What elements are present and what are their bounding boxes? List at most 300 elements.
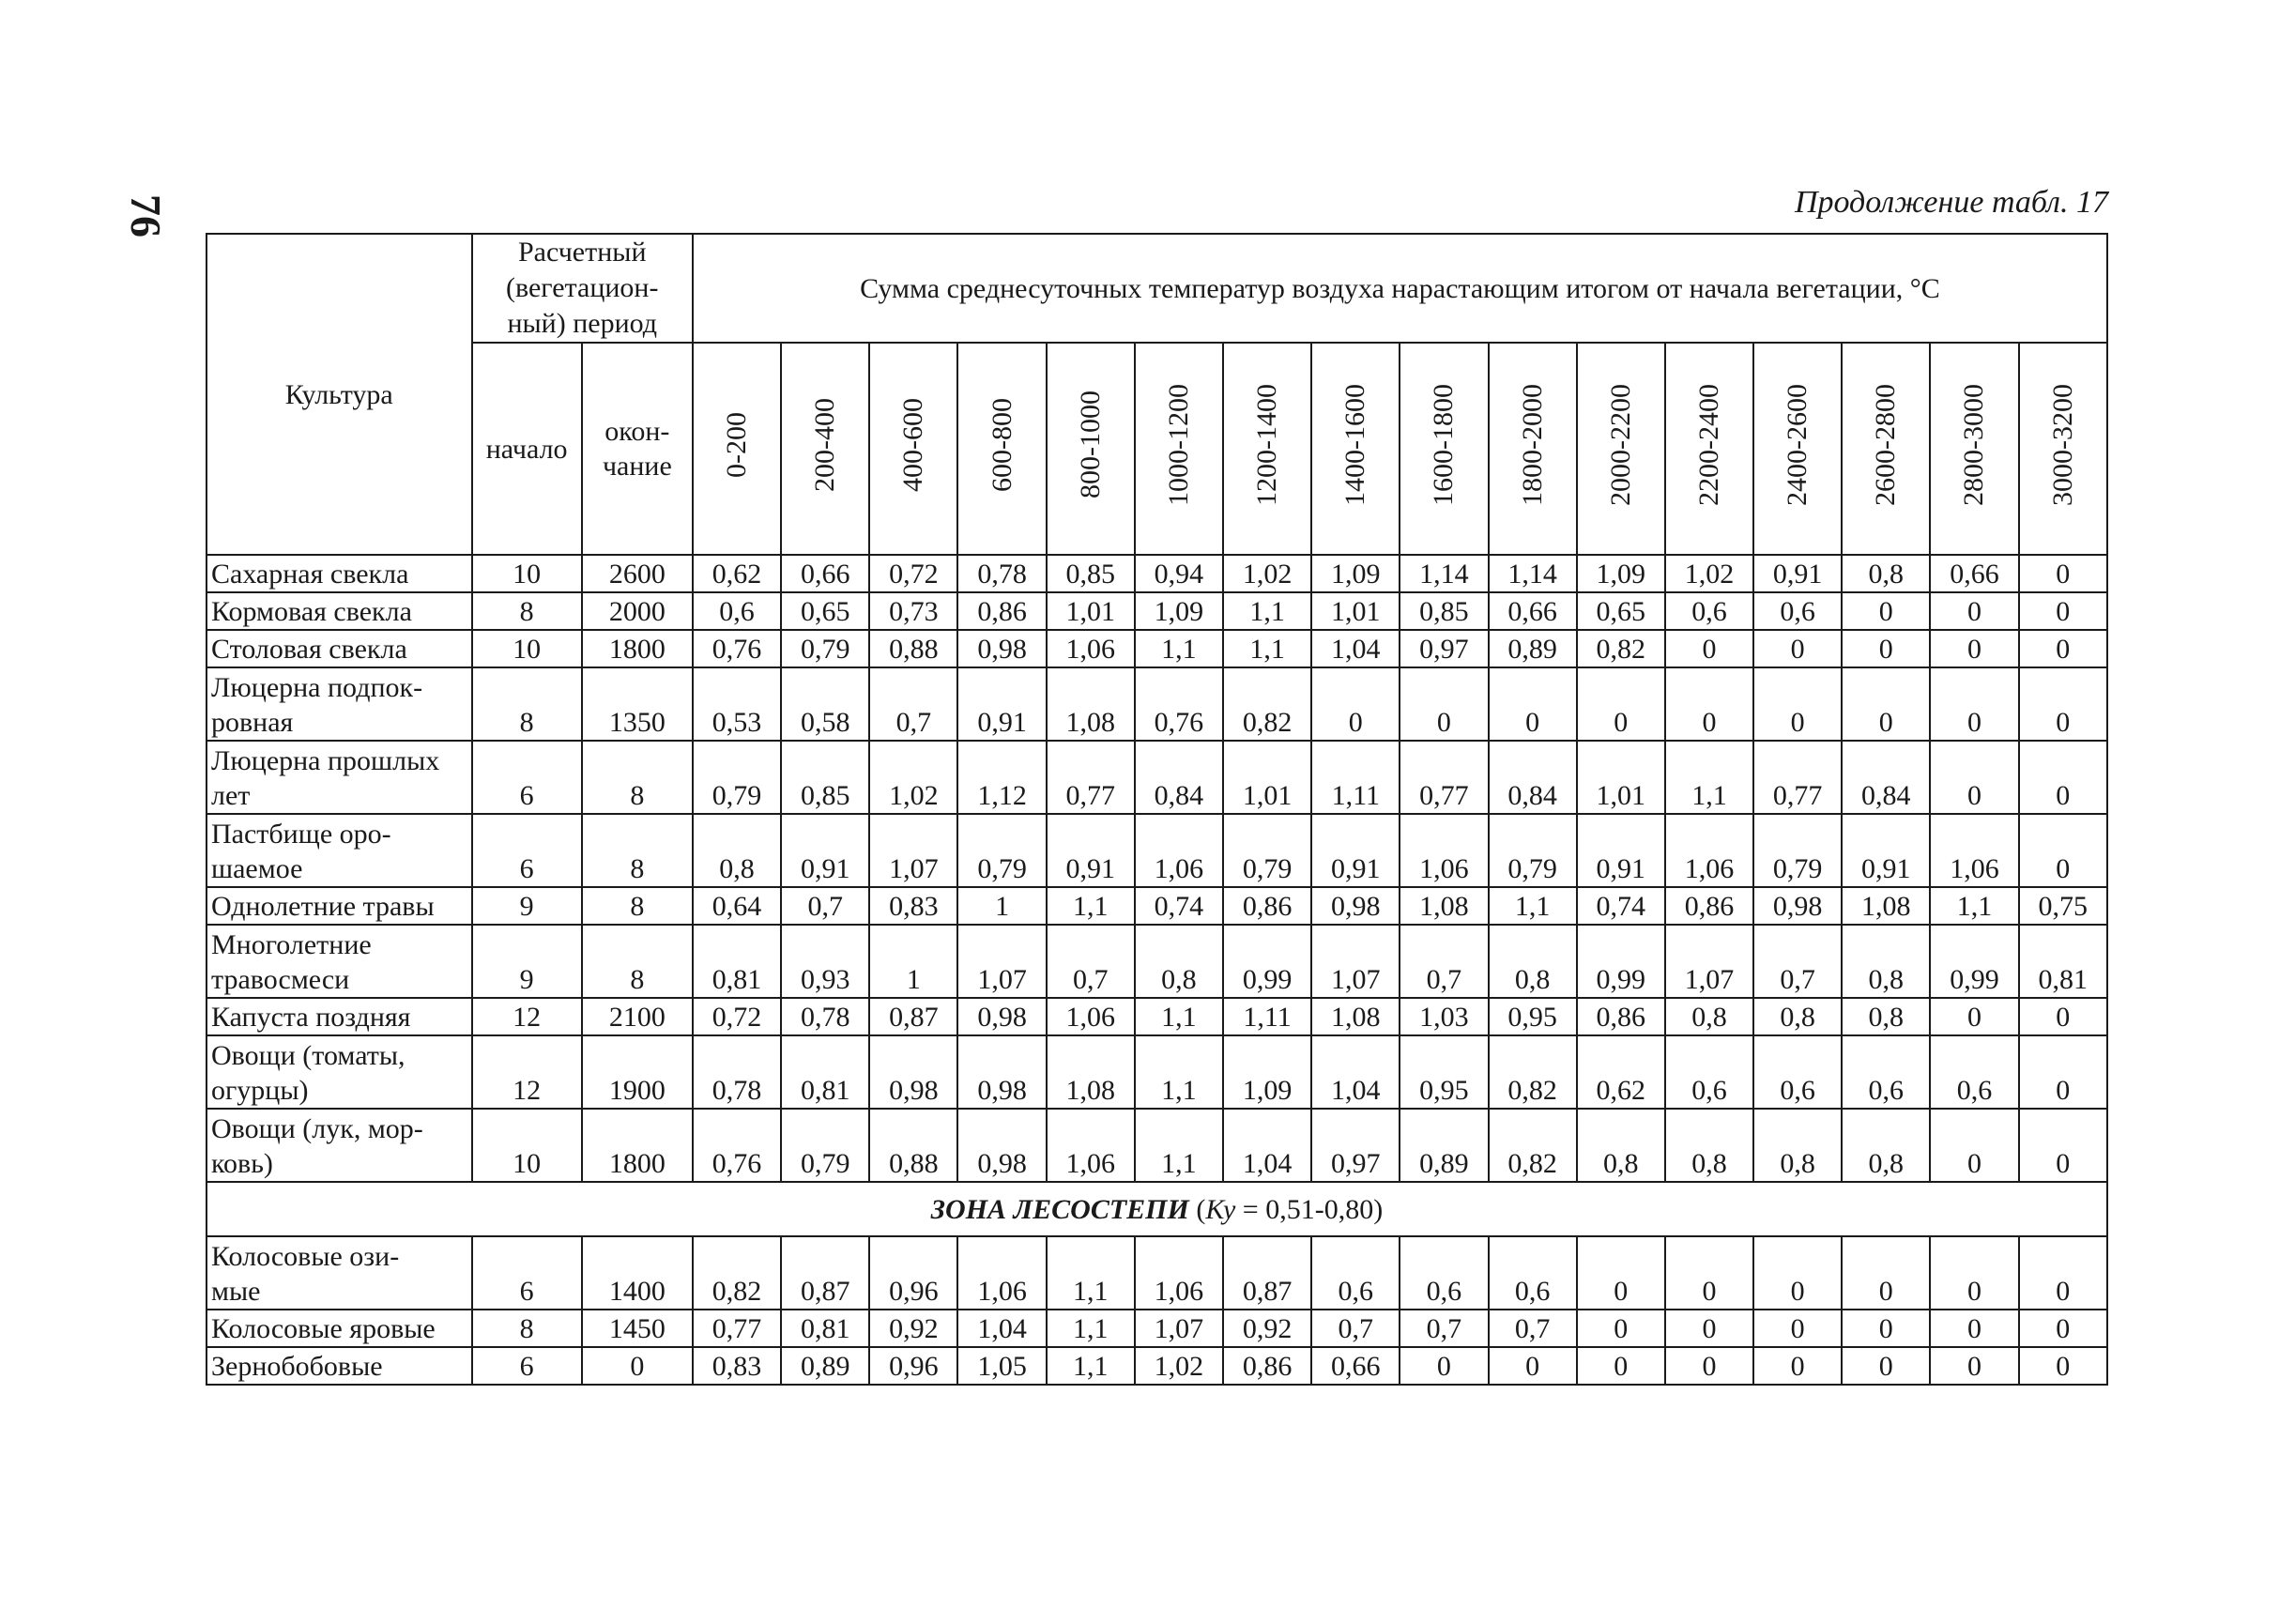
coefficient-cell: 1,07	[1665, 925, 1753, 998]
crop-name: Сахарная свекла	[207, 555, 472, 592]
crop-name: Капуста поздняя	[207, 998, 472, 1035]
coefficient-cell: 1,1	[1489, 887, 1577, 925]
coefficient-cell: 0	[1577, 1310, 1665, 1347]
coefficient-cell: 0,83	[869, 887, 957, 925]
coefficient-cell: 0,76	[693, 1109, 781, 1182]
coefficient-cell: 1,02	[1223, 555, 1311, 592]
coefficient-cell: 1,02	[869, 741, 957, 814]
coefficient-cell: 0,79	[781, 630, 869, 667]
header-range: 800-1000	[1047, 343, 1135, 555]
header-range: 2000-2200	[1577, 343, 1665, 555]
crop-name: Кормовая свекла	[207, 592, 472, 630]
table-row	[207, 1347, 2107, 1385]
coefficient-cell: 0	[2019, 1236, 2107, 1310]
coefficient-cell: 1,1	[1135, 1035, 1223, 1109]
header-range-row	[207, 343, 2107, 555]
coefficient-cell: 0	[1842, 1236, 1930, 1310]
coefficient-cell: 0,7	[1047, 925, 1135, 998]
coefficient-cell: 0,81	[781, 1310, 869, 1347]
header-range: 1800-2000	[1489, 343, 1577, 555]
coefficient-cell: 0,86	[957, 592, 1046, 630]
coefficient-cell: 1,08	[1400, 887, 1488, 925]
coefficient-cell: 0	[1665, 1236, 1753, 1310]
header-start: начало	[472, 343, 582, 555]
period-start: 10	[472, 1109, 582, 1182]
coefficient-cell: 0,98	[1753, 887, 1842, 925]
coefficient-cell: 0,65	[781, 592, 869, 630]
coefficient-cell: 0	[1753, 667, 1842, 741]
coefficient-cell: 1,04	[1311, 630, 1400, 667]
period-end: 8	[582, 887, 693, 925]
header-end: окон- чание	[582, 343, 693, 555]
page-number: 76	[122, 194, 170, 237]
coefficient-cell: 0,77	[1400, 741, 1488, 814]
coefficient-cell: 0,72	[869, 555, 957, 592]
coefficient-cell: 1,09	[1135, 592, 1223, 630]
coefficient-cell: 0,86	[1223, 887, 1311, 925]
coefficient-cell: 0	[1665, 667, 1753, 741]
coefficient-cell: 0	[1489, 667, 1577, 741]
coefficient-cell: 0,82	[1489, 1109, 1577, 1182]
coefficient-cell: 0,77	[693, 1310, 781, 1347]
coefficient-cell: 1,03	[1400, 998, 1488, 1035]
coefficient-cell: 1,09	[1577, 555, 1665, 592]
coefficient-cell: 0	[1665, 1310, 1753, 1347]
zone-coef-label: Ку	[1205, 1193, 1236, 1225]
coefficient-cell: 0	[1753, 1310, 1842, 1347]
crop-name: Зернобобовые	[207, 1347, 472, 1385]
coefficient-cell: 0,66	[1930, 555, 2018, 592]
table-body-steppe	[207, 555, 2107, 1182]
coefficient-cell: 0,85	[1400, 592, 1488, 630]
coefficient-cell: 0,86	[1577, 998, 1665, 1035]
coefficient-cell: 0,8	[1753, 1109, 1842, 1182]
coefficient-cell: 1,11	[1311, 741, 1400, 814]
crop-name: Люцерна подпок- ровная	[207, 667, 472, 741]
coefficient-cell: 0,91	[957, 667, 1046, 741]
table-row	[207, 1109, 2107, 1182]
coefficient-cell: 0,8	[1753, 998, 1842, 1035]
coefficient-cell: 0	[1753, 1236, 1842, 1310]
coefficient-cell: 0,8	[693, 814, 781, 887]
crop-name: Колосовые ози- мые	[207, 1236, 472, 1310]
coefficient-cell: 0,82	[1223, 667, 1311, 741]
coefficient-cell: 0,8	[1842, 998, 1930, 1035]
coefficient-cell: 0,97	[1400, 630, 1488, 667]
crop-name: Многолетние травосмеси	[207, 925, 472, 998]
coefficient-cell: 0,6	[693, 592, 781, 630]
coefficient-cell: 1,06	[1135, 814, 1223, 887]
crop-name: Овощи (томаты, огурцы)	[207, 1035, 472, 1109]
coefficient-cell: 0,89	[1400, 1109, 1488, 1182]
coefficient-cell: 0,53	[693, 667, 781, 741]
coefficient-cell: 0	[2019, 667, 2107, 741]
coefficient-cell: 0,73	[869, 592, 957, 630]
coefficient-cell: 0,93	[781, 925, 869, 998]
table-row	[207, 592, 2107, 630]
coefficient-cell: 0,99	[1223, 925, 1311, 998]
header-range: 1600-1800	[1400, 343, 1488, 555]
coefficient-cell: 0,78	[781, 998, 869, 1035]
coefficient-cell: 0,91	[1311, 814, 1400, 887]
coefficient-cell: 0,8	[1665, 1109, 1753, 1182]
coefficient-cell: 0,77	[1047, 741, 1135, 814]
coefficient-cell: 0,96	[869, 1347, 957, 1385]
coefficient-cell: 0	[1930, 1310, 2018, 1347]
coefficient-cell: 0	[1842, 1347, 1930, 1385]
coefficient-cell: 0,7	[781, 887, 869, 925]
coefficient-cell: 0,7	[1311, 1310, 1400, 1347]
coefficient-cell: 0	[1753, 630, 1842, 667]
coefficient-cell: 0,6	[1842, 1035, 1930, 1109]
coefficient-cell: 0,79	[1489, 814, 1577, 887]
coefficient-cell: 0	[1842, 1310, 1930, 1347]
period-start: 6	[472, 1236, 582, 1310]
coefficient-cell: 1,04	[1223, 1109, 1311, 1182]
coefficient-cell: 1,14	[1400, 555, 1488, 592]
header-period: Расчетный (вегетацион- ный) период	[472, 234, 693, 343]
header-range: 1200-1400	[1223, 343, 1311, 555]
coefficient-cell: 0,72	[693, 998, 781, 1035]
table-row	[207, 998, 2107, 1035]
coefficient-cell: 0,82	[1577, 630, 1665, 667]
coefficient-cell: 1,1	[1047, 887, 1135, 925]
coefficient-cell: 1,06	[1930, 814, 2018, 887]
coefficient-cell: 0,85	[781, 741, 869, 814]
coefficient-cell: 0	[1311, 667, 1400, 741]
table-row	[207, 887, 2107, 925]
coefficient-cell: 0,81	[2019, 925, 2107, 998]
table-body-forest-steppe	[207, 1236, 2107, 1385]
coefficient-cell: 1,1	[1223, 592, 1311, 630]
coefficient-cell: 0,7	[1400, 1310, 1488, 1347]
coefficient-cell: 0,8	[1842, 925, 1930, 998]
header-range: 2600-2800	[1842, 343, 1930, 555]
coefficient-cell: 0,6	[1753, 592, 1842, 630]
coefficient-cell: 0	[1930, 667, 2018, 741]
coefficient-cell: 0	[1665, 1347, 1753, 1385]
coefficient-cell: 0,78	[693, 1035, 781, 1109]
coefficient-cell: 0,74	[1135, 887, 1223, 925]
coefficient-cell: 0,7	[1489, 1310, 1577, 1347]
coefficient-cell: 0,79	[693, 741, 781, 814]
coefficient-cell: 0	[1577, 667, 1665, 741]
period-start: 9	[472, 925, 582, 998]
coefficient-cell: 0,6	[1489, 1236, 1577, 1310]
coefficient-cell: 1	[869, 925, 957, 998]
coefficient-cell: 1,05	[957, 1347, 1046, 1385]
coefficient-cell: 1,06	[1047, 998, 1135, 1035]
coefficient-cell: 0	[1577, 1236, 1665, 1310]
table-row	[207, 667, 2107, 741]
table-row	[207, 925, 2107, 998]
coefficient-cell: 0,87	[869, 998, 957, 1035]
coefficient-cell: 0,84	[1135, 741, 1223, 814]
coefficient-cell: 0,74	[1577, 887, 1665, 925]
coefficient-cell: 0	[1930, 592, 2018, 630]
coefficient-cell: 0,79	[957, 814, 1046, 887]
coefficient-cell: 1,06	[1135, 1236, 1223, 1310]
coefficient-cell: 0,7	[869, 667, 957, 741]
coefficient-cell: 0,98	[957, 1035, 1046, 1109]
table-row	[207, 814, 2107, 887]
period-start: 10	[472, 630, 582, 667]
period-end: 8	[582, 741, 693, 814]
coefficient-cell: 1,1	[1135, 630, 1223, 667]
coefficient-cell: 0,91	[1753, 555, 1842, 592]
crop-name: Люцерна прошлых лет	[207, 741, 472, 814]
coefficient-cell: 0	[2019, 998, 2107, 1035]
zone-row-group	[207, 1182, 2107, 1236]
coefficient-cell: 0,6	[1930, 1035, 2018, 1109]
period-start: 12	[472, 998, 582, 1035]
coefficient-cell: 1,12	[957, 741, 1046, 814]
period-end: 1350	[582, 667, 693, 741]
header-range: 0-200	[693, 343, 781, 555]
coefficient-cell: 0	[1842, 592, 1930, 630]
coefficient-cell: 1,14	[1489, 555, 1577, 592]
zone-coef-value: = 0,51-0,80)	[1235, 1193, 1384, 1225]
coefficient-cell: 1,1	[1047, 1310, 1135, 1347]
coefficient-cell: 0,89	[1489, 630, 1577, 667]
coefficient-cell: 0,62	[693, 555, 781, 592]
table-row	[207, 555, 2107, 592]
coefficient-cell: 0,79	[1753, 814, 1842, 887]
period-start: 10	[472, 555, 582, 592]
coefficient-cell: 0,94	[1135, 555, 1223, 592]
crop-name: Пастбище оро- шаемое	[207, 814, 472, 887]
coefficient-cell: 0,78	[957, 555, 1046, 592]
coefficient-cell: 0,81	[781, 1035, 869, 1109]
table-row	[207, 1236, 2107, 1310]
coefficient-cell: 0,85	[1047, 555, 1135, 592]
coefficient-cell: 0,6	[1665, 1035, 1753, 1109]
coefficient-cell: 0	[1753, 1347, 1842, 1385]
coefficient-cell: 0,88	[869, 630, 957, 667]
coefficient-cell: 0	[1930, 630, 2018, 667]
coefficient-cell: 0,8	[1665, 998, 1753, 1035]
coefficient-cell: 1,1	[1135, 998, 1223, 1035]
coefficient-cell: 0,8	[1842, 1109, 1930, 1182]
header-range: 1400-1600	[1311, 343, 1400, 555]
coefficient-cell: 1,07	[1135, 1310, 1223, 1347]
coefficient-cell: 0	[2019, 741, 2107, 814]
coefficient-cell: 0	[1842, 630, 1930, 667]
coefficient-cell: 1,01	[1223, 741, 1311, 814]
coefficient-cell: 0,79	[1223, 814, 1311, 887]
coefficient-cell: 0,87	[1223, 1236, 1311, 1310]
data-table	[206, 233, 2108, 1386]
coefficient-cell: 0,81	[693, 925, 781, 998]
coefficient-cell: 0	[2019, 814, 2107, 887]
period-end: 8	[582, 925, 693, 998]
coefficient-cell: 0	[2019, 1310, 2107, 1347]
period-end: 2000	[582, 592, 693, 630]
period-end: 2600	[582, 555, 693, 592]
coefficient-cell: 0	[1489, 1347, 1577, 1385]
coefficient-cell: 1,1	[1930, 887, 2018, 925]
coefficient-cell: 0	[1930, 1236, 2018, 1310]
coefficient-cell: 1,02	[1135, 1347, 1223, 1385]
coefficient-cell: 1,06	[957, 1236, 1046, 1310]
coefficient-cell: 1,07	[957, 925, 1046, 998]
coefficient-cell: 0,95	[1489, 998, 1577, 1035]
crop-name: Колосовые яровые	[207, 1310, 472, 1347]
period-start: 8	[472, 592, 582, 630]
period-end: 1800	[582, 630, 693, 667]
crop-name: Овощи (лук, мор- ковь)	[207, 1109, 472, 1182]
coefficient-cell: 1,08	[1047, 1035, 1135, 1109]
coefficient-cell: 0,84	[1489, 741, 1577, 814]
coefficient-cell: 1,11	[1223, 998, 1311, 1035]
coefficient-cell: 1,01	[1577, 741, 1665, 814]
coefficient-cell: 0,6	[1665, 592, 1753, 630]
coefficient-cell: 0	[1842, 667, 1930, 741]
period-end: 1400	[582, 1236, 693, 1310]
coefficient-cell: 0,98	[1311, 887, 1400, 925]
coefficient-cell: 1,01	[1047, 592, 1135, 630]
coefficient-cell: 0	[1930, 1109, 2018, 1182]
coefficient-cell: 0,87	[781, 1236, 869, 1310]
coefficient-cell: 1,08	[1311, 998, 1400, 1035]
coefficient-cell: 0,89	[781, 1347, 869, 1385]
coefficient-cell: 0	[1930, 998, 2018, 1035]
coefficient-cell: 1,07	[869, 814, 957, 887]
coefficient-cell: 0,84	[1842, 741, 1930, 814]
header-range: 2200-2400	[1665, 343, 1753, 555]
table-row	[207, 741, 2107, 814]
coefficient-cell: 0,82	[693, 1236, 781, 1310]
coefficient-cell: 0	[2019, 1035, 2107, 1109]
coefficient-cell: 1,1	[1047, 1347, 1135, 1385]
coefficient-cell: 0,75	[2019, 887, 2107, 925]
coefficient-cell: 0,96	[869, 1236, 957, 1310]
coefficient-cell: 0,86	[1665, 887, 1753, 925]
coefficient-cell: 1,01	[1311, 592, 1400, 630]
coefficient-cell: 0,6	[1311, 1236, 1400, 1310]
table-row	[207, 630, 2107, 667]
coefficient-cell: 0,98	[957, 1109, 1046, 1182]
crop-name: Столовая свекла	[207, 630, 472, 667]
coefficient-cell: 0	[1930, 1347, 2018, 1385]
coefficient-cell: 0	[1577, 1347, 1665, 1385]
coefficient-cell: 0,99	[1930, 925, 2018, 998]
period-end: 0	[582, 1347, 693, 1385]
coefficient-cell: 0,66	[1489, 592, 1577, 630]
crop-name: Однолетние травы	[207, 887, 472, 925]
coefficient-cell: 1,1	[1047, 1236, 1135, 1310]
coefficient-cell: 0,7	[1753, 925, 1842, 998]
coefficient-cell: 0	[1400, 667, 1488, 741]
coefficient-cell: 0	[1930, 741, 2018, 814]
coefficient-cell: 0,99	[1577, 925, 1665, 998]
period-end: 1800	[582, 1109, 693, 1182]
zone-name: ЗОНА ЛЕСОСТЕПИ	[930, 1193, 1189, 1225]
period-start: 8	[472, 667, 582, 741]
coefficient-cell: 1,06	[1400, 814, 1488, 887]
coefficient-cell: 0,7	[1400, 925, 1488, 998]
coefficient-cell: 0,8	[1489, 925, 1577, 998]
coefficient-cell: 0,8	[1842, 555, 1930, 592]
coefficient-cell: 0	[1400, 1347, 1488, 1385]
coefficient-cell: 0,98	[957, 630, 1046, 667]
coefficient-cell: 0,92	[1223, 1310, 1311, 1347]
header-range: 1000-1200	[1135, 343, 1223, 555]
coefficient-cell: 0,6	[1753, 1035, 1842, 1109]
coefficient-cell: 0	[2019, 592, 2107, 630]
coefficient-cell: 0,91	[781, 814, 869, 887]
coefficient-cell: 0,8	[1577, 1109, 1665, 1182]
coefficient-cell: 0,97	[1311, 1109, 1400, 1182]
coefficient-cell: 0	[2019, 555, 2107, 592]
coefficient-cell: 1,09	[1223, 1035, 1311, 1109]
coefficient-cell: 0,88	[869, 1109, 957, 1182]
coefficient-cell: 1,08	[1842, 887, 1930, 925]
period-start: 12	[472, 1035, 582, 1109]
period-start: 6	[472, 1347, 582, 1385]
coefficient-cell: 0,92	[869, 1310, 957, 1347]
coefficient-cell: 1,04	[957, 1310, 1046, 1347]
period-end: 1900	[582, 1035, 693, 1109]
coefficient-cell: 0,64	[693, 887, 781, 925]
coefficient-cell: 0,86	[1223, 1347, 1311, 1385]
coefficient-cell: 1,1	[1223, 630, 1311, 667]
period-end: 8	[582, 814, 693, 887]
coefficient-cell: 0,65	[1577, 592, 1665, 630]
coefficient-cell: 1,02	[1665, 555, 1753, 592]
coefficient-cell: 0	[1665, 630, 1753, 667]
coefficient-cell: 0,58	[781, 667, 869, 741]
coefficient-cell: 0,91	[1577, 814, 1665, 887]
coefficient-cell: 0,91	[1047, 814, 1135, 887]
coefficient-cell: 0,91	[1842, 814, 1930, 887]
coefficient-cell: 1,1	[1135, 1109, 1223, 1182]
header-range: 2400-2600	[1753, 343, 1842, 555]
coefficient-cell: 1,06	[1047, 630, 1135, 667]
coefficient-cell: 0	[2019, 630, 2107, 667]
header-crop: Культура	[207, 234, 472, 555]
coefficient-cell: 1,04	[1311, 1035, 1400, 1109]
coefficient-cell: 1,06	[1047, 1109, 1135, 1182]
header-range: 3000-3200	[2019, 343, 2107, 555]
header-range: 600-800	[957, 343, 1046, 555]
coefficient-cell: 0,6	[1400, 1236, 1488, 1310]
coefficient-cell: 0,77	[1753, 741, 1842, 814]
coefficient-cell: 0,79	[781, 1109, 869, 1182]
zone-forest-steppe-row: ЗОНА ЛЕСОСТЕПИ (Ку = 0,51-0,80)	[207, 1182, 2107, 1236]
coefficient-cell: 0,98	[957, 998, 1046, 1035]
period-start: 6	[472, 741, 582, 814]
coefficient-cell: 0	[2019, 1109, 2107, 1182]
period-start: 9	[472, 887, 582, 925]
coefficient-cell: 0,8	[1135, 925, 1223, 998]
coefficient-cell: 0,66	[781, 555, 869, 592]
coefficient-cell: 1	[957, 887, 1046, 925]
header-temperature-sum: Сумма среднесуточных температур воздуха нарастающим итогом от начала вегетации, °С	[693, 234, 2107, 343]
table-row	[207, 1035, 2107, 1109]
header-range: 2800-3000	[1930, 343, 2018, 555]
coefficient-cell: 1,1	[1665, 741, 1753, 814]
period-end: 2100	[582, 998, 693, 1035]
table-caption: Продолжение табл. 17	[1794, 185, 2108, 220]
coefficient-cell: 1,06	[1665, 814, 1753, 887]
period-start: 8	[472, 1310, 582, 1347]
period-end: 1450	[582, 1310, 693, 1347]
table-row	[207, 1310, 2107, 1347]
header-range: 200-400	[781, 343, 869, 555]
coefficient-cell: 0,76	[693, 630, 781, 667]
coefficient-cell: 1,08	[1047, 667, 1135, 741]
